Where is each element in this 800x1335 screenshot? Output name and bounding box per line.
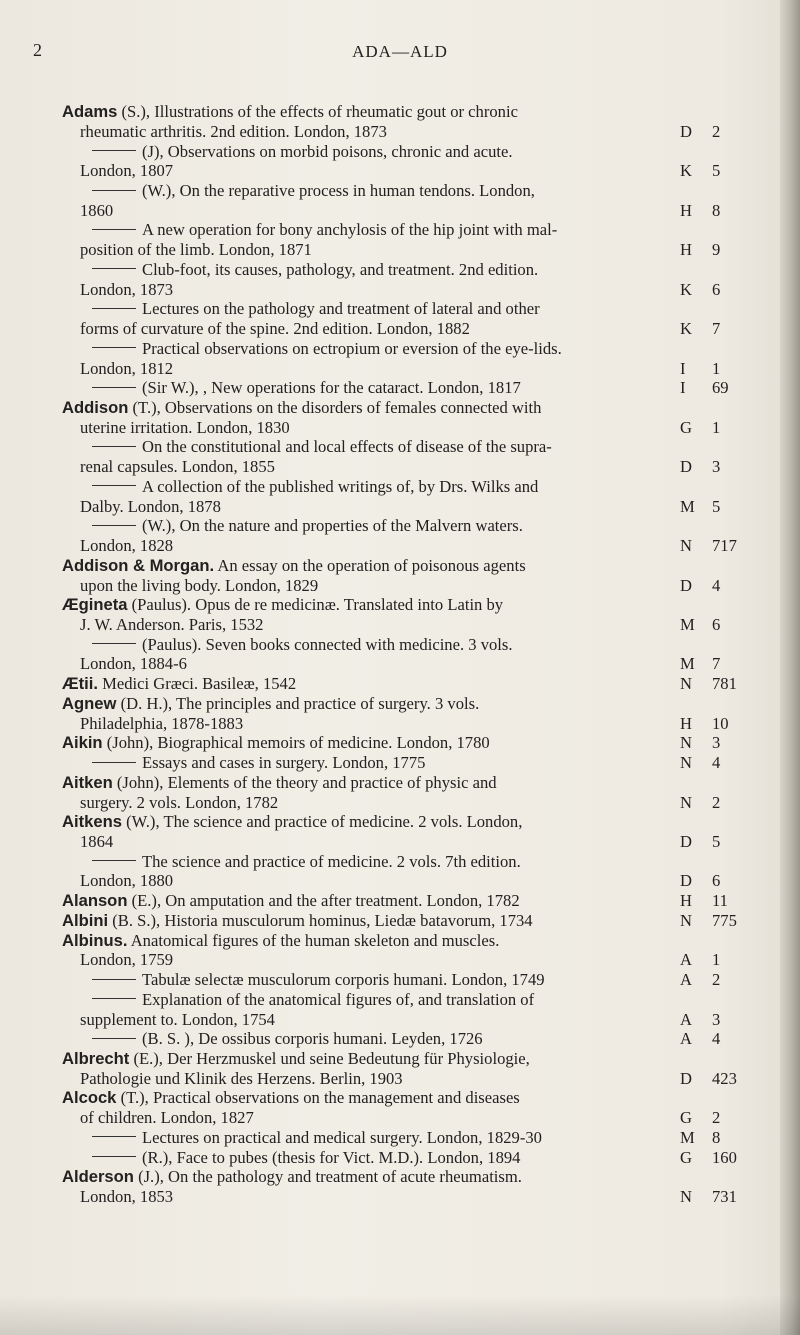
shelf-number: 5	[712, 161, 721, 181]
shelf-letter: N	[680, 733, 692, 753]
entry-text	[80, 360, 173, 378]
author-name: Addison & Morgan.	[62, 555, 215, 575]
entry-body: (John), Elements of the theory and practice of physic and	[116, 772, 497, 792]
shelf-number: 6	[712, 871, 721, 891]
entry-text	[92, 143, 513, 161]
entry-text	[80, 202, 113, 220]
entry-continuation-line	[62, 1188, 762, 1206]
shelf-number: 7	[712, 319, 721, 338]
ditto-dash	[92, 998, 136, 999]
shelf-number: 8	[712, 200, 721, 220]
entry-heading-line	[62, 813, 762, 831]
entry-text	[92, 221, 557, 239]
entry-body: Lectures on the pathology and treatment of lateral and other	[142, 299, 540, 319]
shelf-number: 69	[712, 378, 729, 398]
entry-body: upon the living body. London, 1829	[80, 575, 319, 595]
entry-continuation-line	[62, 951, 762, 969]
shelf-number: 10	[712, 713, 729, 733]
entry-continuation-line	[62, 123, 762, 141]
shelf-number: 2	[712, 970, 721, 989]
entry-heading-line	[62, 774, 762, 792]
shelf-letter: H	[680, 891, 692, 911]
page-number: 2	[33, 40, 42, 60]
entry-repeat-line	[62, 1030, 762, 1048]
entry-text	[80, 715, 243, 733]
shelf-letter: N	[680, 1187, 692, 1206]
entry-continuation-line	[62, 715, 762, 733]
entry-text	[62, 675, 296, 693]
ditto-dash	[92, 347, 136, 348]
entry-text	[80, 872, 173, 890]
entry-text	[62, 1089, 520, 1107]
page-binding-edge	[780, 0, 800, 1335]
entry-text	[62, 103, 518, 121]
shelf-number: 781	[712, 674, 737, 694]
shelf-number: 3	[712, 733, 721, 753]
entry-text	[80, 1011, 275, 1029]
entry-text	[62, 813, 522, 831]
entry-continuation-line	[62, 281, 762, 299]
entry-text	[80, 537, 173, 555]
entry-body: Dalby. London, 1878	[80, 496, 221, 516]
entry-text	[92, 853, 521, 871]
shelf-letter: N	[680, 792, 692, 812]
entry-body: (S.), Illustrations of the effects of rheumatic gout or chronic	[121, 102, 518, 121]
entry-body: Explanation of the anatomical figures of, and translation of	[142, 989, 535, 1009]
entry-body: (B. S.), Historia musculorum hominus, Liedæ batavorum, 1734	[112, 910, 533, 930]
shelf-number: 5	[712, 496, 721, 516]
author-name: Alcock	[62, 1088, 117, 1108]
entry-continuation-line	[62, 616, 762, 634]
entry-text	[62, 932, 499, 950]
shelf-letter: D	[680, 121, 692, 141]
entry-repeat-line	[62, 438, 762, 456]
entry-text	[92, 379, 521, 397]
entry-text	[92, 1149, 520, 1167]
shelf-number: 1	[712, 358, 721, 378]
entry-text	[92, 1030, 483, 1048]
entry-body: (E.), Der Herzmuskel und seine Bedeutung für Physiologie,	[133, 1048, 530, 1068]
entry-body: London, 1828	[80, 536, 174, 555]
entry-body: J. W. Anderson. Paris, 1532	[80, 614, 264, 634]
entry-body: London, 1807	[80, 161, 174, 181]
ditto-dash	[92, 308, 136, 309]
entry-body: London, 1880	[80, 871, 174, 891]
entry-body: London, 1853	[80, 1187, 174, 1206]
shelf-number: 423	[712, 1068, 737, 1088]
ditto-dash	[92, 190, 136, 191]
entry-text	[80, 419, 290, 437]
entry-body: (J), Observations on morbid poisons, chronic and acute.	[142, 141, 513, 161]
entry-repeat-line	[62, 991, 762, 1009]
entry-body: of children. London, 1827	[80, 1108, 254, 1128]
entry-repeat-line	[62, 478, 762, 496]
shelf-letter: N	[680, 753, 692, 772]
entry-repeat-line	[62, 261, 762, 279]
ditto-dash	[92, 1156, 136, 1157]
entry-text	[62, 557, 526, 575]
entry-repeat-line	[62, 182, 762, 200]
entry-body: London, 1759	[80, 950, 174, 970]
entry-heading-line	[62, 557, 762, 575]
entry-continuation-line	[62, 320, 762, 338]
entry-text	[62, 695, 479, 713]
shelf-number: 775	[712, 910, 737, 930]
entry-text	[80, 320, 470, 338]
entry-repeat-line	[62, 971, 762, 989]
entry-text	[80, 655, 187, 673]
shelf-letter: N	[680, 536, 692, 555]
ditto-dash	[92, 446, 136, 447]
entry-text	[80, 1109, 254, 1127]
entry-text	[92, 1129, 542, 1147]
shelf-letter: D	[680, 871, 692, 891]
shelf-letter: D	[680, 575, 692, 595]
shelf-number: 3	[712, 1009, 721, 1029]
ditto-dash	[92, 860, 136, 861]
shelf-number: 4	[712, 1029, 721, 1049]
entry-repeat-line	[62, 221, 762, 239]
author-name: Albinus.	[62, 930, 128, 950]
shelf-letter: G	[680, 1147, 692, 1167]
entry-text	[62, 1168, 522, 1186]
entry-text	[80, 1070, 403, 1088]
shelf-letter: H	[680, 240, 692, 260]
entry-text	[80, 616, 263, 634]
shelf-number: 11	[712, 891, 728, 911]
entry-body: surgery. 2 vols. London, 1782	[80, 792, 279, 812]
author-name: Alderson	[62, 1167, 134, 1187]
entry-body: (John), Biographical memoirs of medicine. London, 1780	[106, 733, 490, 753]
entry-heading-line	[62, 103, 762, 121]
ditto-dash	[92, 1038, 136, 1039]
entry-text	[62, 892, 520, 910]
entry-continuation-line	[62, 655, 762, 673]
author-name: Albrecht	[62, 1048, 130, 1068]
entry-text	[92, 340, 562, 358]
entry-text	[92, 991, 534, 1009]
author-name: Agnew	[62, 693, 117, 713]
entry-body: Club-foot, its causes, pathology, and treatment. 2nd edition.	[142, 259, 539, 279]
ditto-dash	[92, 485, 136, 486]
shelf-letter: G	[680, 417, 692, 437]
entry-body: London, 1884-6	[80, 654, 187, 674]
shelf-letter: N	[680, 910, 692, 930]
author-name: Ætii.	[62, 674, 98, 694]
entry-body: London, 1873	[80, 279, 174, 299]
entry-text	[92, 517, 523, 535]
entry-body: (D. H.), The principles and practice of surgery. 3 vols.	[120, 693, 480, 713]
shelf-number: 8	[712, 1127, 721, 1147]
entry-text	[80, 123, 387, 141]
entry-text	[80, 951, 173, 969]
shelf-letter: D	[680, 457, 692, 477]
entry-text	[80, 281, 173, 299]
page-bottom-shadow	[0, 1295, 800, 1335]
shelf-number: 9	[712, 240, 721, 260]
shelf-letter: M	[680, 654, 695, 674]
entry-text	[62, 399, 541, 417]
entry-text	[80, 794, 278, 812]
shelf-letter: M	[680, 1127, 695, 1147]
entry-text	[92, 261, 538, 279]
entry-body: (E.), On amputation and the after treatment. London, 1782	[131, 891, 520, 911]
entry-continuation-line	[62, 1070, 762, 1088]
shelf-number: 4	[712, 575, 721, 595]
entry-body: Anatomical figures of the human skeleton and muscles.	[130, 930, 500, 950]
entry-heading-line	[62, 695, 762, 713]
entry-body: Pathologie und Klinik des Herzens. Berlin, 1903	[80, 1068, 403, 1088]
entry-body: Essays and cases in surgery. London, 1775	[142, 753, 426, 772]
shelf-letter: H	[680, 713, 692, 733]
entry-body: (W.), On the reparative process in human tendons. London,	[142, 180, 535, 200]
shelf-number: 1	[712, 950, 721, 970]
shelf-letter: I	[680, 358, 686, 378]
shelf-number: 160	[712, 1147, 737, 1167]
entry-body: Lectures on practical and medical surgery. London, 1829-30	[142, 1127, 542, 1147]
entry-text	[80, 1188, 173, 1206]
shelf-letter: G	[680, 1108, 692, 1128]
entry-continuation-line	[62, 162, 762, 180]
entry-body: rheumatic arthritis. 2nd edition. London, 1873	[80, 121, 387, 141]
author-name: Albini	[62, 910, 109, 930]
shelf-letter: I	[680, 378, 686, 398]
entry-body: (Paulus). Opus de re medicinæ. Translated into Latin by	[131, 595, 504, 615]
entry-continuation-line	[62, 794, 762, 812]
shelf-letter: H	[680, 200, 692, 220]
entry-continuation-line	[62, 577, 762, 595]
author-name: Adams	[62, 102, 118, 121]
shelf-number: 2	[712, 121, 721, 141]
shelf-letter: A	[680, 1029, 692, 1049]
ditto-dash	[92, 979, 136, 980]
entry-heading-line	[62, 1168, 762, 1186]
shelf-number: 6	[712, 279, 721, 299]
entry-body: forms of curvature of the spine. 2nd edition. London, 1882	[80, 319, 470, 338]
entry-heading-line	[62, 912, 762, 930]
shelf-letter: K	[680, 279, 692, 299]
entry-body: position of the limb. London, 1871	[80, 240, 312, 260]
entry-heading-line	[62, 734, 762, 752]
ditto-dash	[92, 525, 136, 526]
entry-body: (B. S. ), De ossibus corporis humani. Leyden, 1726	[142, 1029, 483, 1049]
entry-text	[62, 734, 490, 752]
shelf-letter: K	[680, 161, 692, 181]
shelf-letter: M	[680, 614, 695, 634]
entry-heading-line	[62, 932, 762, 950]
entry-repeat-line	[62, 143, 762, 161]
entry-heading-line	[62, 675, 762, 693]
author-name: Addison	[62, 397, 129, 417]
ditto-dash	[92, 150, 136, 151]
entry-text	[80, 577, 318, 595]
entry-body: renal capsules. London, 1855	[80, 457, 275, 477]
shelf-letter: A	[680, 1009, 692, 1029]
entry-body: uterine irritation. London, 1830	[80, 417, 290, 437]
entry-body: (T.), Observations on the disorders of females connected with	[132, 397, 542, 417]
entry-body: 1860	[80, 200, 114, 220]
entry-text	[62, 1050, 530, 1068]
entry-body: (Paulus). Seven books connected with medicine. 3 vols.	[142, 634, 513, 654]
entry-body: (W.), On the nature and properties of the Malvern waters.	[142, 516, 523, 536]
shelf-letter: D	[680, 831, 692, 851]
entry-body: On the constitutional and local effects of disease of the supra-	[142, 437, 552, 457]
entry-continuation-line	[62, 1011, 762, 1029]
entry-repeat-line	[62, 853, 762, 871]
shelf-number: 717	[712, 536, 737, 555]
ditto-dash	[92, 762, 136, 763]
entry-text	[62, 596, 503, 614]
shelf-number: 6	[712, 614, 721, 634]
shelf-number: 3	[712, 457, 721, 477]
ditto-dash	[92, 268, 136, 269]
entry-text	[62, 912, 533, 930]
entry-body: Philadelphia, 1878-1883	[80, 713, 244, 733]
shelf-number: 2	[712, 1108, 721, 1128]
entry-body: Medici Græci. Basileæ, 1542	[102, 674, 297, 694]
entry-body: (J.), On the pathology and treatment of acute rheumatism.	[138, 1167, 522, 1187]
entry-continuation-line	[62, 872, 762, 890]
entry-repeat-line	[62, 1129, 762, 1147]
ditto-dash	[92, 1136, 136, 1137]
entry-text	[92, 182, 535, 200]
shelf-letter: A	[680, 970, 692, 989]
shelf-letter: K	[680, 319, 692, 338]
ditto-dash	[92, 387, 136, 388]
author-name: Ægineta	[62, 595, 128, 615]
author-name: Aitken	[62, 772, 113, 792]
entry-body: 1864	[80, 831, 114, 851]
entry-continuation-line	[62, 360, 762, 378]
entry-body: A new operation for bony anchylosis of the hip joint with mal-	[142, 220, 558, 240]
entry-heading-line	[62, 892, 762, 910]
shelf-number: 4	[712, 753, 721, 772]
entry-repeat-line	[62, 300, 762, 318]
entry-body: A collection of the published writings of, by Drs. Wilks and	[142, 476, 539, 496]
shelf-number: 5	[712, 831, 721, 851]
entry-repeat-line	[62, 754, 762, 772]
shelf-number: 1	[712, 417, 721, 437]
entry-continuation-line	[62, 202, 762, 220]
entry-text	[80, 241, 312, 259]
entry-body: London, 1812	[80, 358, 174, 378]
entry-text	[62, 774, 497, 792]
entry-body: (R.), Face to pubes (thesis for Vict. M.D.). London, 1894	[142, 1147, 521, 1167]
entry-text	[80, 833, 113, 851]
entry-continuation-line	[62, 498, 762, 516]
entry-text	[92, 438, 552, 456]
entry-heading-line	[62, 1050, 762, 1068]
entry-body: An essay on the operation of poisonous agents	[217, 555, 526, 575]
shelf-number: 731	[712, 1187, 737, 1206]
entry-continuation-line	[62, 537, 762, 555]
shelf-letter: M	[680, 496, 695, 516]
entry-repeat-line	[62, 1149, 762, 1167]
shelf-letter: D	[680, 1068, 692, 1088]
entry-body: Tabulæ selectæ musculorum corporis humani. London, 1749	[142, 970, 545, 989]
entry-continuation-line	[62, 1109, 762, 1127]
author-name: Aikin	[62, 733, 103, 753]
entry-body: (T.), Practical observations on the management and diseases	[120, 1088, 520, 1108]
entry-body: (W.), The science and practice of medicine. 2 vols. London,	[126, 812, 523, 832]
entry-text	[92, 300, 540, 318]
entry-body: supplement to. London, 1754	[80, 1009, 275, 1029]
running-header: ADA—ALD	[352, 42, 448, 61]
entry-text	[80, 498, 221, 516]
entry-repeat-line	[62, 340, 762, 358]
entry-body: (Sir W.), , New operations for the cataract. London, 1817	[142, 378, 521, 398]
entry-repeat-line	[62, 379, 762, 397]
author-name: Aitkens	[62, 812, 122, 832]
ditto-dash	[92, 229, 136, 230]
entry-continuation-line	[62, 241, 762, 259]
shelf-number: 7	[712, 654, 721, 674]
ditto-dash	[92, 643, 136, 644]
entry-repeat-line	[62, 517, 762, 535]
entry-continuation-line	[62, 833, 762, 851]
entry-heading-line	[62, 596, 762, 614]
entry-repeat-line	[62, 636, 762, 654]
author-name: Alanson	[62, 891, 128, 911]
shelf-letter: N	[680, 674, 692, 694]
shelf-letter: A	[680, 950, 692, 970]
entry-text	[92, 636, 513, 654]
entry-text	[80, 458, 275, 476]
entry-body: Practical observations on ectropium or eversion of the eye-lids.	[142, 338, 562, 358]
entry-text	[92, 478, 538, 496]
entry-heading-line	[62, 399, 762, 417]
entry-text	[80, 162, 173, 180]
shelf-number: 2	[712, 792, 721, 812]
entry-continuation-line	[62, 419, 762, 437]
entry-text	[92, 971, 545, 989]
entry-heading-line	[62, 1089, 762, 1107]
entry-text	[92, 754, 425, 772]
entry-continuation-line	[62, 458, 762, 476]
entry-body: The science and practice of medicine. 2 vols. 7th edition.	[142, 851, 521, 871]
